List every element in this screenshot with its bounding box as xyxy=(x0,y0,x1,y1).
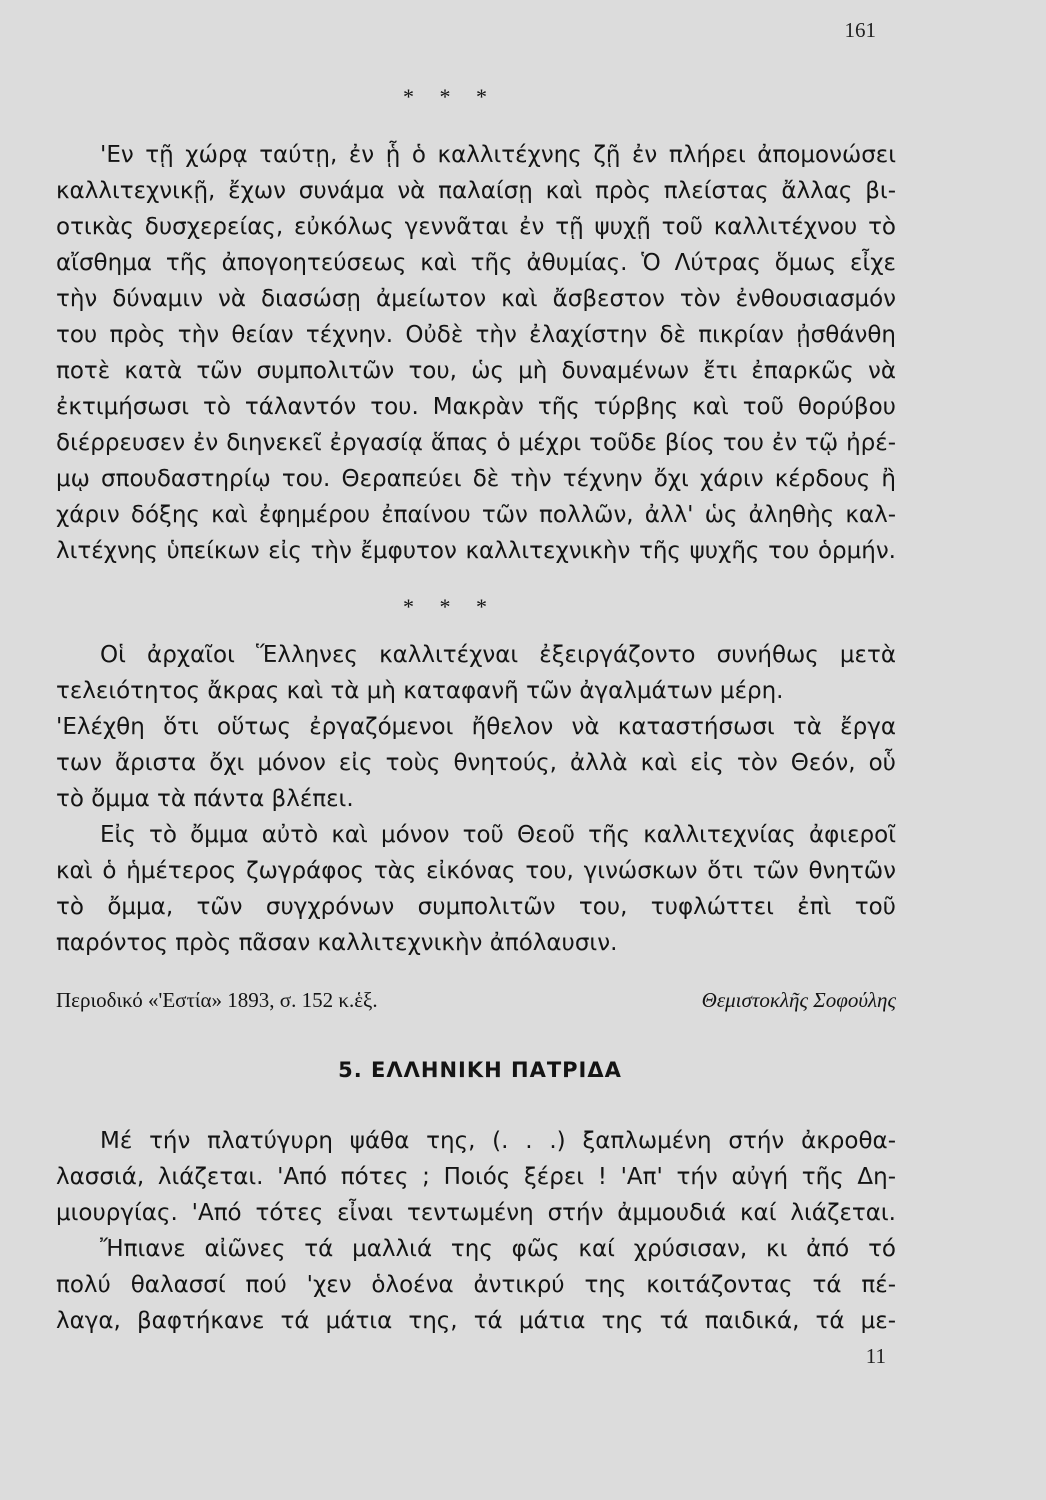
text-line: παρόντος πρὸς πᾶσαν καλλιτεχνικὴν ἀπόλαυσιν. xyxy=(56,930,618,956)
author-name: Θεμιστοκλῆς Σοφούλης xyxy=(701,988,896,1012)
chapter-heading: 5. ΕΛΛΗΝΙΚΗ ΠΑΤΡΙΔΑ xyxy=(338,1058,622,1082)
text-line: τελειότητος ἄκρας καὶ τὰ μὴ καταφανῆ τῶν ἀγαλμάτων μέρη. xyxy=(56,678,784,704)
text-line: ἐκτιμήσωσι τὸ τάλαντόν του. Μακρὰν τῆς τύρβης καὶ τοῦ θορύβου xyxy=(56,394,896,420)
source-citation: Περιοδικό «'Εστία» 1893, σ. 152 κ.ἑξ. xyxy=(56,988,378,1012)
text-line: του πρὸς τὴν θείαν τέχνην. Οὐδὲ τὴν ἐλαχίστην δὲ πικρίαν ᾐσθάνθη xyxy=(56,322,896,348)
page-number: 161 xyxy=(844,18,876,42)
text-line: 'Εν τῇ χώρᾳ ταύτῃ, ἐν ᾗ ὁ καλλιτέχνης ζῇ ἐν πλήρει ἀπομονώσει xyxy=(100,142,896,168)
text-line: λαγα, βαφτήκανε τά μάτια της, τά μάτια της τά παιδικά, τά με- xyxy=(56,1308,896,1334)
text-line: των ἄριστα ὄχι μόνον εἰς τοὺς θνητούς, ἀλλὰ καὶ εἰς τὸν Θεόν, οὗ xyxy=(56,750,896,776)
text-line: χάριν δόξης καὶ ἐφημέρου ἐπαίνου τῶν πολλῶν, ἀλλ' ὡς ἀληθὴς καλ- xyxy=(56,502,896,528)
text-line: μιουργίας. 'Από τότες εἶναι τεντωμένη στήν ἀμμουδιά καί λιάζεται. xyxy=(56,1200,896,1226)
text-line: 'Ελέχθη ὅτι οὕτως ἐργαζόμενοι ἤθελον νὰ καταστήσωσι τὰ ἔργα xyxy=(56,714,896,740)
text-line: Ἤπιανε αἰῶνες τά μαλλιά της φῶς καί χρύσισαν, κι ἀπό τό xyxy=(100,1236,896,1262)
text-line: αἴσθημα τῆς ἀπογοητεύσεως καὶ τῆς ἀθυμίας. Ὁ Λύτρας ὅμως εἶχε xyxy=(56,250,896,276)
text-line: τὸ ὄμμα τὰ πάντα βλέπει. xyxy=(56,786,354,812)
text-line: Μέ τήν πλατύγυρη ψάθα της, (. . .) ξαπλωμένη στήν ἀκροθα- xyxy=(100,1128,896,1154)
section-divider: * * * xyxy=(403,84,497,109)
text-line: καλλιτεχνικῇ, ἔχων συνάμα νὰ παλαίσῃ καὶ πρὸς πλείστας ἄλλας βι- xyxy=(56,178,896,204)
text-line: μῳ σπουδαστηρίῳ του. Θεραπεύει δὲ τὴν τέχνην ὄχι χάριν κέρδους ἢ xyxy=(56,466,896,492)
text-line: τὸ ὄμμα, τῶν συγχρόνων συμπολιτῶν του, τυφλώττει ἐπὶ τοῦ xyxy=(56,894,896,920)
text-line: ποτὲ κατὰ τῶν συμπολιτῶν του, ὡς μὴ δυναμένων ἔτι ἐπαρκῶς νὰ xyxy=(56,358,896,384)
text-line: οτικὰς δυσχερείας, εὐκόλως γεννᾶται ἐν τῇ ψυχῇ τοῦ καλλιτέχνου τὸ xyxy=(56,214,896,240)
text-line: Εἰς τὸ ὄμμα αὐτὸ καὶ μόνον τοῦ Θεοῦ τῆς καλλιτεχνίας ἀφιεροῖ xyxy=(100,822,896,848)
text-line: Οἱ ἀρχαῖοι Ἕλληνες καλλιτέχναι ἐξειργάζοντο συνήθως μετὰ xyxy=(100,642,896,668)
section-divider: * * * xyxy=(403,594,497,619)
text-line: λασσιά, λιάζεται. 'Από πότες ; Ποιός ξέρει ! 'Απ' τήν αὐγή τῆς Δη- xyxy=(56,1164,896,1190)
text-line: καὶ ὁ ἡμέτερος ζωγράφος τὰς εἰκόνας του, γινώσκων ὅτι τῶν θνητῶν xyxy=(56,858,896,884)
text-line: πολύ θαλασσί πού 'χεν ὁλοένα ἀντικρύ της κοιτάζοντας τά πέ- xyxy=(56,1272,896,1298)
text-line: τὴν δύναμιν νὰ διασώσῃ ἀμείωτον καὶ ἄσβεστον τὸν ἐνθουσιασμόν xyxy=(56,286,896,312)
signature-number: 11 xyxy=(865,1344,886,1368)
text-line: λιτέχνης ὑπείκων εἰς τὴν ἔμφυτον καλλιτεχνικὴν τῆς ψυχῆς του ὁρμήν. xyxy=(56,538,896,564)
text-line: διέρρευσεν ἐν διηνεκεῖ ἐργασίᾳ ἅπας ὁ μέχρι τοῦδε βίος του ἐν τῷ ἠρέ- xyxy=(56,430,896,456)
